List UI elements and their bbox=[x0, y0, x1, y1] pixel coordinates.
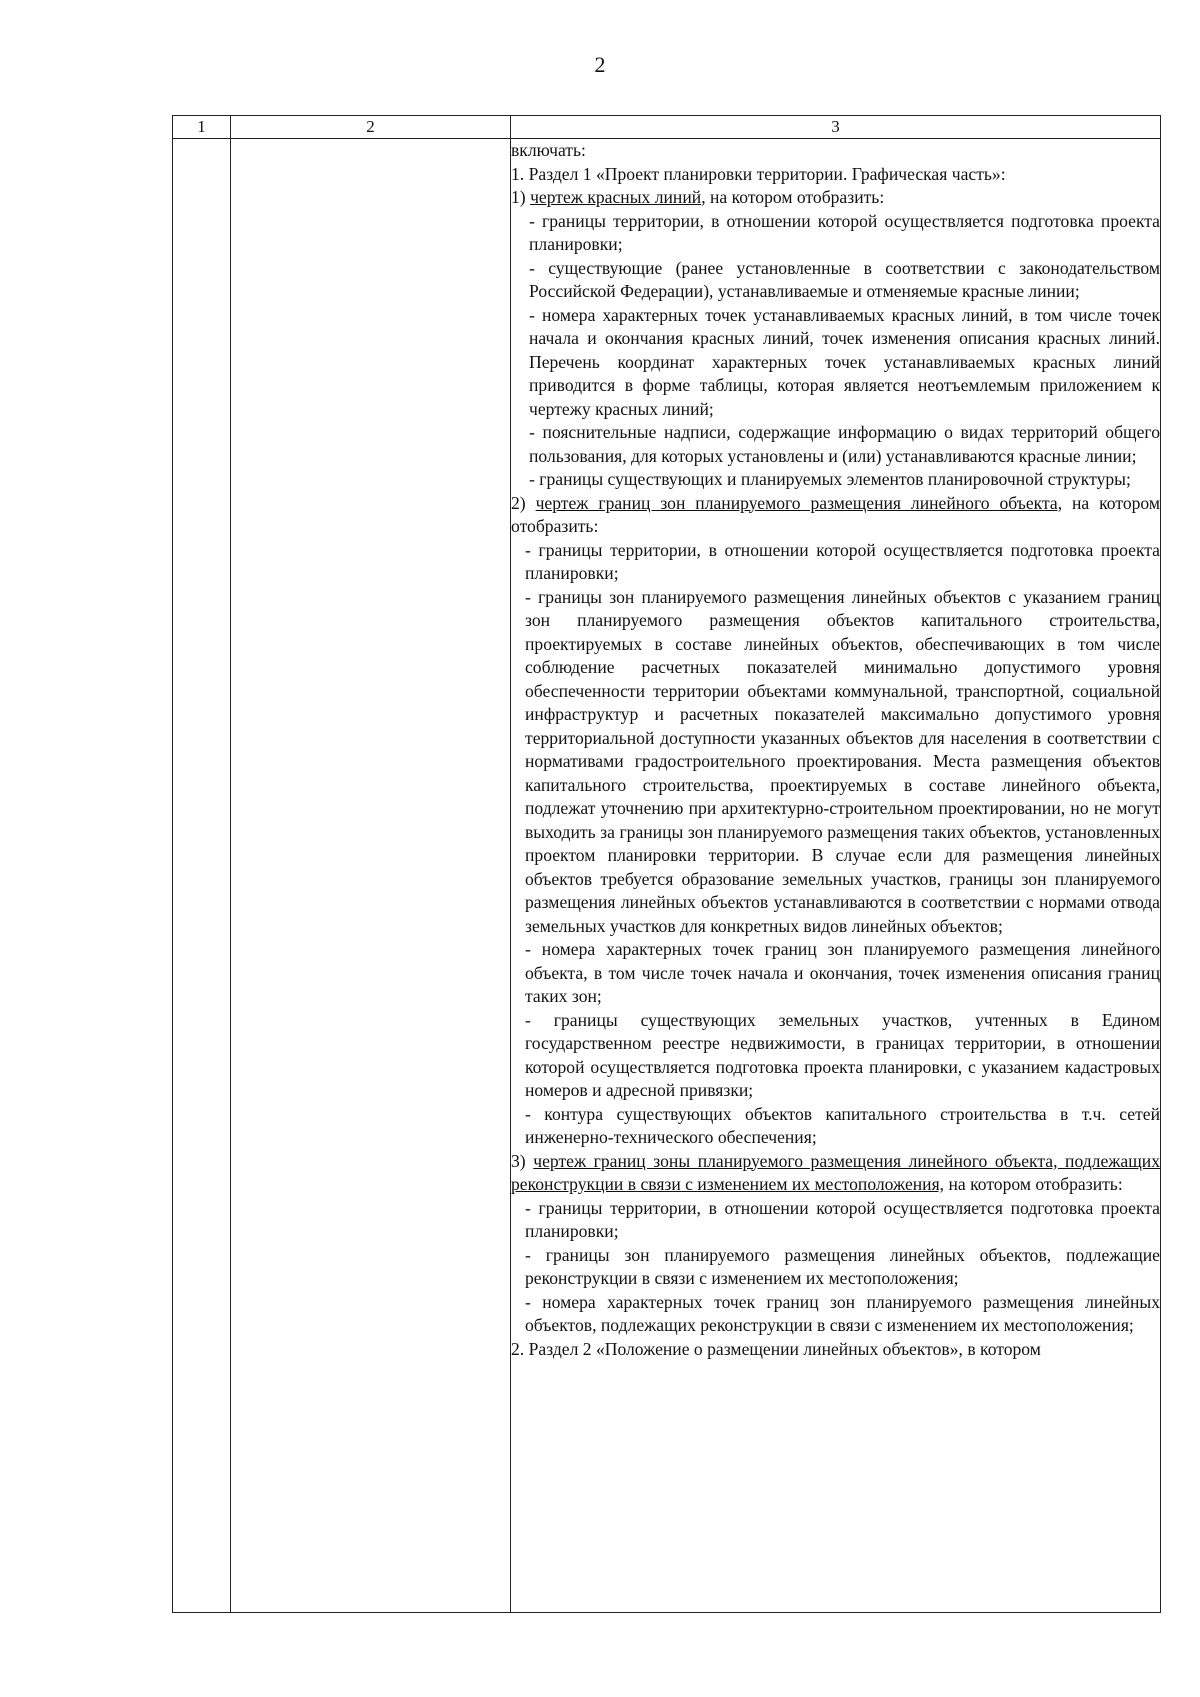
bullet-item: - границы территории, в отношении которой осуществляется подготовка проекта планировки; bbox=[529, 210, 1160, 254]
header-col-1: 1 bbox=[173, 116, 231, 139]
bullet-item: - границы территории, в отношении которой осуществляется подготовка проекта планировки; bbox=[525, 539, 1160, 583]
bullet-item: - границы зон планируемого размещения линейных объектов, подлежащие реконструкции в связи с изменением их местоположения; bbox=[525, 1244, 1160, 1288]
text-line: включать: bbox=[511, 140, 586, 160]
bullet-item: - номера характерных точек границ зон планируемого размещения линейного объекта, в том числе точек начала и окончания, точек изменения описания границ таких зон; bbox=[525, 939, 1160, 1006]
table-row bbox=[173, 139, 1161, 1613]
item-number: 1) bbox=[511, 187, 531, 207]
bullet-item: - номера характерных точек границ зон планируемого размещения линейных объектов, подлежащих реконструкции в связи с изменением их местоположения; bbox=[525, 1291, 1160, 1335]
item-tail: на котором отобразить: bbox=[944, 1174, 1123, 1194]
item-number: 3) bbox=[511, 1150, 534, 1171]
bullet-item: - границы территории, в отношении которой осуществляется подготовка проекта планировки; bbox=[525, 1197, 1160, 1241]
header-col-3: 3 bbox=[511, 116, 1161, 139]
item-heading bbox=[511, 1150, 1160, 1197]
item-title: чертеж красных линий bbox=[530, 187, 702, 207]
bullet-item: - границы существующих и планируемых элементов планировочной структуры; bbox=[529, 469, 1131, 489]
item-title: чертеж границ зоны планируемого размещения линейного объекта, подлежащих реконструкции в связи с изменением их местоположения, bbox=[511, 1150, 1160, 1194]
item-tail: , на котором отобразить: bbox=[701, 187, 885, 207]
requirements-table bbox=[172, 115, 1161, 1613]
item-heading bbox=[511, 492, 1160, 539]
bullet-item: - существующие (ранее установленные в соответствии с законодательством Российской Федерации), устанавливаемые и отменяемые красные линии; bbox=[529, 257, 1160, 301]
bullet-item: - пояснительные надписи, содержащие информацию о видах территорий общего пользования, для которых установлены и (или) устанавливаются красные линии; bbox=[529, 422, 1160, 466]
item-title: чертеж границ зон планируемого размещения линейного объекта, bbox=[535, 492, 1063, 513]
section-heading: 1. Раздел 1 «Проект планировки территории. Графическая часть»: bbox=[511, 163, 1006, 184]
header-col-2: 2 bbox=[231, 116, 511, 139]
item-number: 2) bbox=[511, 492, 536, 513]
item-heading bbox=[511, 186, 1160, 210]
page-number: 2 bbox=[594, 52, 606, 77]
section-heading: 2. Раздел 2 «Положение о размещении линейных объектов», в котором bbox=[511, 1338, 1041, 1359]
table-header-row bbox=[173, 116, 1161, 139]
item-tail: на котором отобразить: bbox=[511, 492, 1161, 536]
cell-col-1 bbox=[173, 139, 231, 1613]
bullet-item: - номера характерных точек устанавливаемых красных линий, в том числе точек начала и окончания красных линий, точек изменения описания красных линий. Перечень координат характерных точек устанавливаемых красных линий приводится в форме таблицы, которая является неотъемлемым приложением к чертежу красных линий; bbox=[529, 304, 1160, 419]
cell-col-2 bbox=[231, 139, 511, 1613]
bullet-item: - границы зон планируемого размещения линейных объектов с указанием границ зон планируемого размещения объектов капитального строительства, проектируемых в составе линейных объектов, обеспечивающих в том числе соблюдение расчетных показателей минимально допустимого уровня обеспеченности территории объектами коммунальной, транспортной, социальной инфраструктур и расчетных показателей максимально допустимого уровня территориальной доступности указанных объектов для населения в соответствии с нормативами градостроительного проектирования. Места размещения объектов капитального строительства, проектируемых в составе линейного объекта, подлежат уточнению при архитектурно-строительном проектировании, но не могут выходить за границы зон планируемого размещения таких объектов, установленных проектом планировки территории. В случае если для размещения линейных объектов требуется образование земельных участков, границы зон планируемого размещения линейных объектов устанавливаются в соответствии с нормами отвода земельных участков для конкретных видов линейных объектов; bbox=[525, 586, 1160, 936]
cell-col-3 bbox=[511, 139, 1161, 1613]
bullet-item: - контура существующих объектов капитального строительства в т.ч. сетей инженерно-технического обеспечения; bbox=[525, 1103, 1160, 1147]
bullet-item: - границы существующих земельных участков, учтенных в Едином государственном реестре недвижимости, в границах территории, в отношении которой осуществляется подготовка проекта планировки, с указанием кадастровых номеров и адресной привязки; bbox=[525, 1009, 1160, 1100]
